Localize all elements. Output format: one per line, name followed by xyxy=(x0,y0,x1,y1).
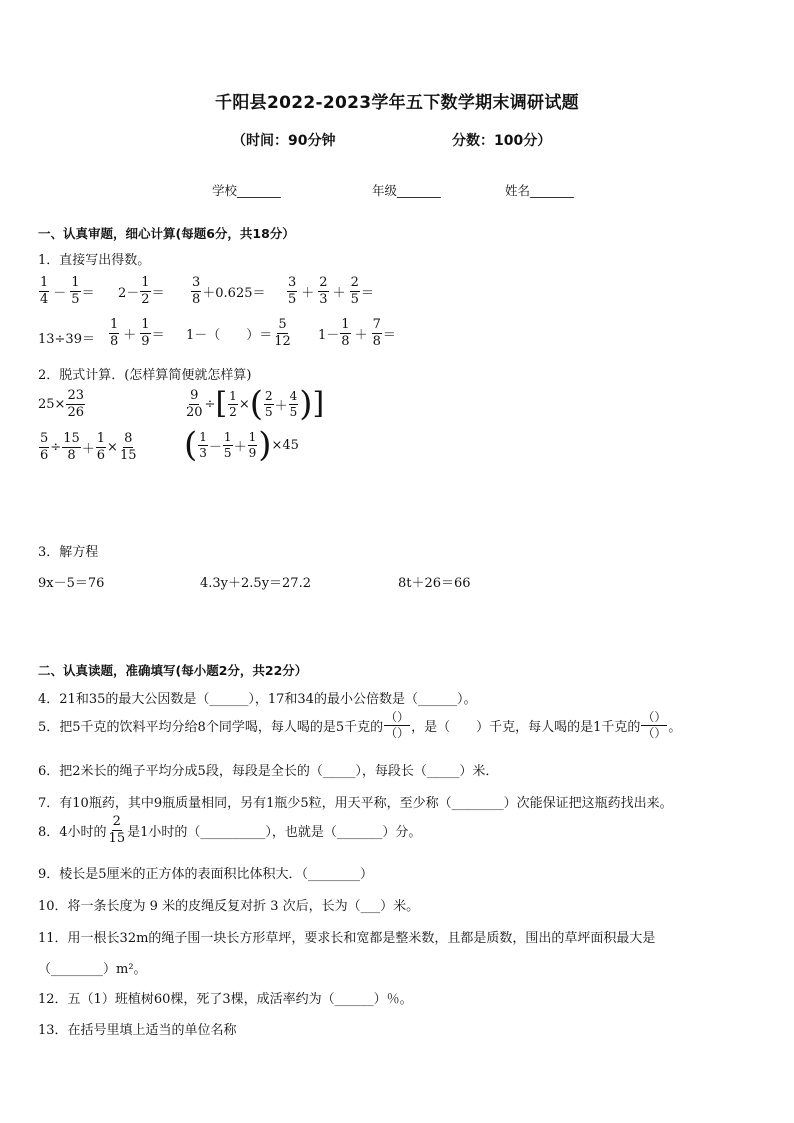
question-4: 4．21和35的最大公因数是（______），17和34的最小公倍数是（______）。 xyxy=(38,692,477,707)
question-9: 9．棱长是5厘米的正方体的表面积比体积大．（________） xyxy=(38,867,374,882)
question-7: 7．有10瓶药，其中9瓶质量相同，另有1瓶少5粒，用天平称，至少称（________）次能保证把这瓶药找出来。 xyxy=(38,796,673,811)
question-5: 5．把5千克的饮料平均分给8个同学喝，每人喝的是5千克的 $\frac{()}{()}$ ，是（ ）千克，每人喝的是1千克的 $\frac{()}{()}$ 。 xyxy=(38,710,682,740)
question-11: 11．用一根长32m的绳子围一块长方形草坪，要求长和宽都是整米数，且都是质数，围出的草坪面积最大是 xyxy=(38,931,656,946)
question-11-answer: （________）m²。 xyxy=(38,962,147,977)
calc-1g: 1－（ ）＝ $\frac{5}{12}$ xyxy=(186,317,291,349)
page-title: 千阳县2022-2023学年五下数学期末调研试题 xyxy=(215,93,579,113)
question-10: 10．将一条长度为 9 米的皮绳反复对折 3 次后，长为（___）米。 xyxy=(38,899,420,914)
question-12: 12．五（1）班植树60棵，死了3棵，成活率约为（______）％。 xyxy=(38,992,413,1007)
calc-1b: 2－ $\frac{1}{2}$ ＝ xyxy=(118,275,165,307)
equation-3: 8t＋26＝66 xyxy=(398,576,471,591)
calc-1d: $\frac{3}{5}$ ＋ $\frac{2}{3}$ ＋ $\frac{2}{5}$ ＝ xyxy=(288,275,374,307)
section-1-heading: 一、认真审题，细心计算(每题6分，共18分） xyxy=(38,226,295,241)
calc-1h: 1－ $\frac{1}{8}$ ＋ $\frac{7}{8}$ ＝ xyxy=(318,317,396,349)
exam-score: 分数：100分） xyxy=(452,133,552,149)
calc-2d: ( $\frac{1}{3}$ － $\frac{1}{5}$ ＋ $\frac{1}{9}$ ) ×45 xyxy=(184,425,299,465)
question-13: 13．在括号里填上适当的单位名称 xyxy=(38,1023,237,1038)
grade-field[interactable]: 年级_______ xyxy=(372,183,441,198)
section-2-heading: 二、认真读题，准确填写(每小题2分，共22分） xyxy=(38,663,308,678)
calc-1f: $\frac{1}{8}$ ＋ $\frac{1}{9}$ ＝ xyxy=(110,317,165,349)
calc-2c: $\frac{5}{6}$ ÷ $\frac{15}{8}$ ＋ $\frac{1}{6}$ × $\frac{8}{15}$ xyxy=(40,431,137,463)
equation-2: 4.3y＋2.5y＝27.2 xyxy=(200,576,311,591)
equation-1: 9x－5＝76 xyxy=(38,576,105,591)
calc-1c: $\frac{3}{8}$ ＋0.625＝ xyxy=(192,275,266,307)
question-2-label: 2．脱式计算．(怎样算简便就怎样算) xyxy=(38,368,252,383)
exam-time: （时间：90分钟 xyxy=(232,133,336,149)
calc-1e: 13÷39＝ xyxy=(38,332,95,347)
question-8: 8．4小时的 $\frac{2}{15}$ 是1小时的（__________），也就是（_______）分。 xyxy=(38,814,422,846)
name-field[interactable]: 姓名_______ xyxy=(505,183,574,198)
calc-2b: $\frac{9}{20}$ ÷ [ $\frac{1}{2}$ × ( $\frac{2}{5}$ ＋ $\frac{4}{5}$ ) ] xyxy=(186,384,325,424)
question-6: 6．把2米长的绳子平均分成5段，每段是全长的（_____），每段长（_____）米． xyxy=(38,764,499,779)
question-3-label: 3．解方程 xyxy=(38,545,99,560)
question-1-label: 1．直接写出得数。 xyxy=(38,253,151,268)
calc-2a: 25× $\frac{23}{26}$ xyxy=(38,388,84,420)
school-field[interactable]: 学校_______ xyxy=(212,183,281,198)
calc-1a: $\frac{1}{4}$ － $\frac{1}{5}$ ＝ xyxy=(40,275,95,307)
